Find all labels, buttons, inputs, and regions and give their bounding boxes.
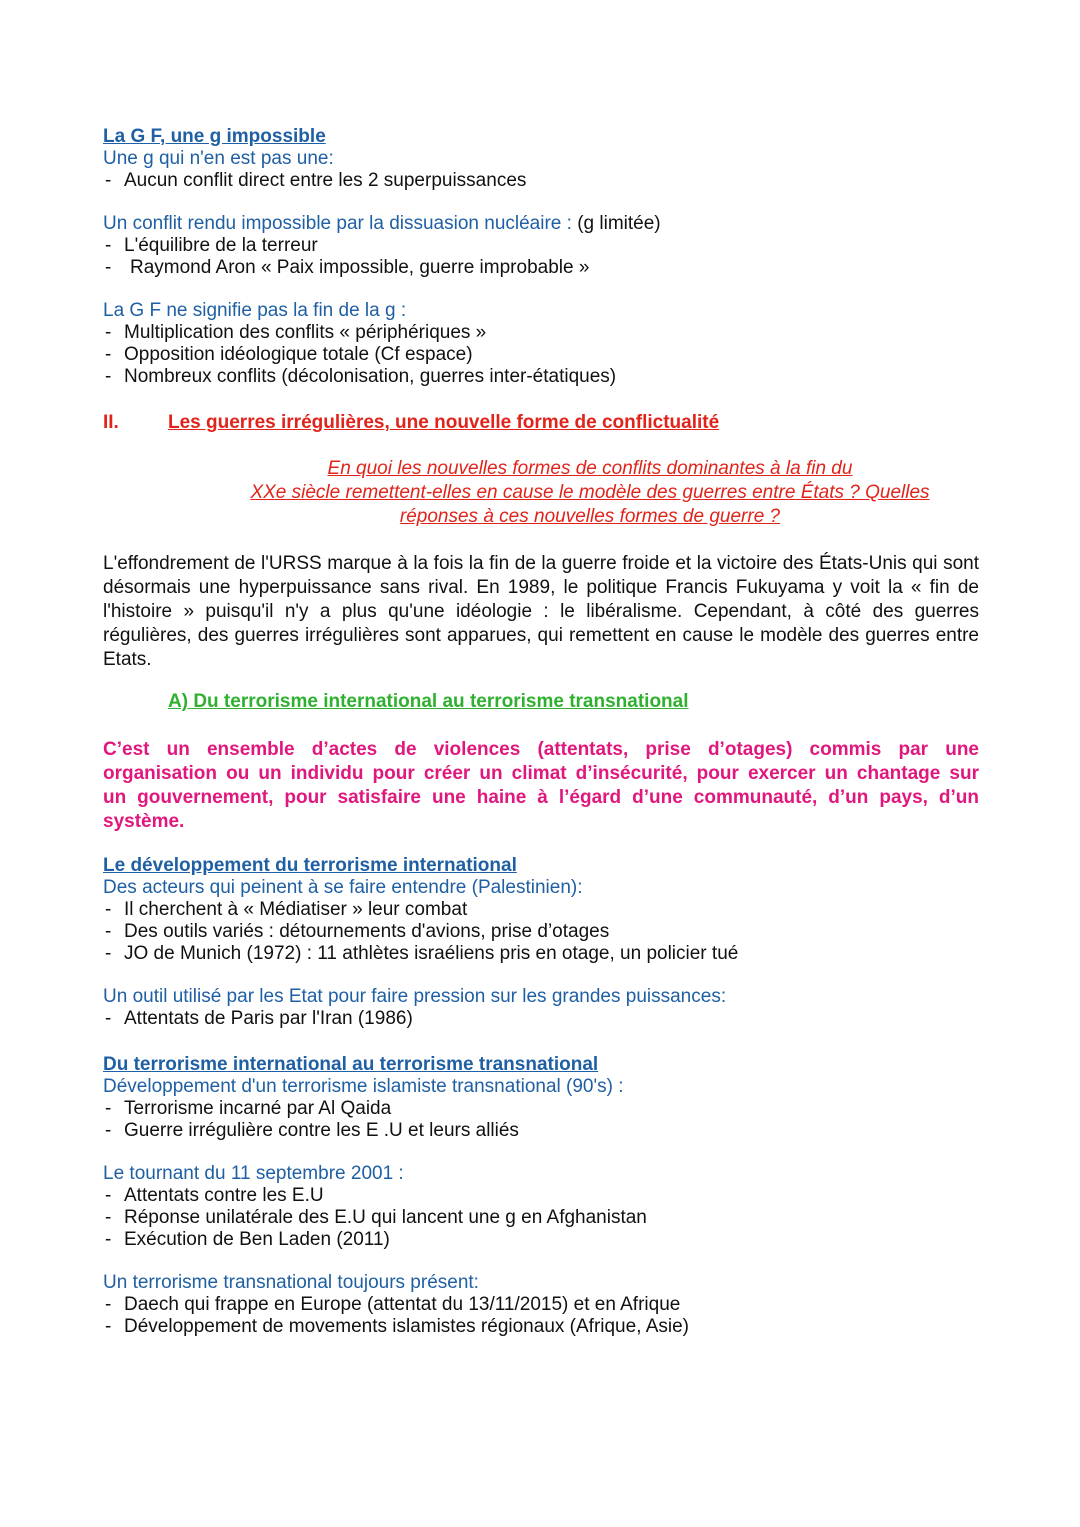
list-item: - Attentats de Paris par l'Iran (1986) bbox=[103, 1008, 979, 1030]
intro-paragraph: L'effondrement de l'URSS marque à la fois la fin de la guerre froide et la victoire des États-Unis qui sont désormais une hyperpuissance sans rival. En 1989, le politique Francis Fukuyama y voit la « fin de l'histoire » puisqu'il n'y a plus qu'une idéologie : le libéralisme. Cependant, à côté des guerres régulières, des guerres irrégulières sont apparues, qui remettent en cause le modèle des guerres entre Etats. bbox=[103, 553, 979, 670]
list-item: - Exécution de Ben Laden (2011) bbox=[103, 1229, 979, 1251]
section-fin-de-la-guerre bbox=[103, 300, 979, 388]
subheading: Développement d'un terrorisme islamiste transnational (90's) : bbox=[103, 1076, 624, 1097]
subheading: Des acteurs qui peinent à se faire entendre (Palestinien): bbox=[103, 877, 583, 898]
subheading-text: Un conflit rendu impossible par la dissuasion nucléaire : bbox=[103, 213, 572, 234]
section-outil-etat bbox=[103, 986, 979, 1030]
list-item: - Il cherchent à « Médiatiser » leur combat bbox=[103, 899, 979, 921]
list-item: - Aucun conflit direct entre les 2 superpuissances bbox=[103, 170, 979, 192]
subheading-note: (g limitée) bbox=[571, 213, 661, 234]
section-heading: Le développement du terrorisme international bbox=[103, 855, 517, 876]
subheading: Le tournant du 11 septembre 2001 : bbox=[103, 1163, 404, 1184]
list-item: - Nombreux conflits (décolonisation, guerres inter-étatiques) bbox=[103, 366, 979, 388]
section-terrorisme-international bbox=[103, 855, 979, 965]
list-item: - Daech qui frappe en Europe (attentat du 13/11/2015) et en Afrique bbox=[103, 1294, 979, 1316]
subheading: La G F ne signifie pas la fin de la g : bbox=[103, 300, 407, 321]
section-heading: La G F, une g impossible bbox=[103, 126, 326, 147]
list-item: - Guerre irrégulière contre les E .U et leurs alliés bbox=[103, 1120, 979, 1142]
subsection-title: A) Du terrorisme international au terrorisme transnational bbox=[168, 691, 689, 712]
list-item: - Terrorisme incarné par Al Qaida bbox=[103, 1098, 979, 1120]
question-line: En quoi les nouvelles formes de conflits dominantes à la fin du bbox=[327, 458, 853, 479]
section-title: Les guerres irrégulières, une nouvelle forme de conflictualité bbox=[168, 412, 720, 433]
question-line: réponses à ces nouvelles formes de guerre ? bbox=[399, 506, 781, 527]
list-item: - JO de Munich (1972) : 11 athlètes israéliens pris en otage, un policier tué bbox=[103, 943, 979, 965]
list-item: - Réponse unilatérale des E.U qui lancent une g en Afghanistan bbox=[103, 1207, 979, 1229]
subheading: Une g qui n'en est pas une: bbox=[103, 148, 334, 169]
section-heading: Du terrorisme international au terrorisme transnational bbox=[103, 1054, 599, 1075]
section-terrorisme-present bbox=[103, 1272, 979, 1338]
section-dissuasion bbox=[103, 213, 979, 279]
subheading bbox=[103, 213, 979, 235]
subheading: Un outil utilisé par les Etat pour faire pression sur les grandes puissances: bbox=[103, 986, 727, 1007]
section-number: II. bbox=[103, 412, 119, 433]
subheading: Un terrorisme transnational toujours présent: bbox=[103, 1272, 479, 1293]
list-item: - L'équilibre de la terreur bbox=[103, 235, 979, 257]
definition-paragraph: C’est un ensemble d’actes de violences (attentats, prise d’otages) commis par une organisation ou un individu pour créer un climat d’insécurité, pour exercer un chantage sur un gouvernement, pour satisfaire une haine à l’égard d’une communauté, d’un pays, d’un système. bbox=[103, 739, 979, 832]
question-line: XXe siècle remettent-elles en cause le modèle des guerres entre États ? Quelles bbox=[250, 482, 930, 503]
list-item: - Développement de movements islamistes régionaux (Afrique, Asie) bbox=[103, 1316, 979, 1338]
list-item: - Opposition idéologique totale (Cf espace) bbox=[103, 344, 979, 366]
section-terrorisme-transnational bbox=[103, 1054, 979, 1142]
list-item: - Multiplication des conflits « périphériques » bbox=[103, 322, 979, 344]
list-item: - Attentats contre les E.U bbox=[103, 1185, 979, 1207]
problematique bbox=[150, 457, 1030, 529]
section-11-septembre bbox=[103, 1163, 979, 1251]
list-item: - Des outils variés : détournements d'avions, prise d’otages bbox=[103, 921, 979, 943]
list-item: - Raymond Aron « Paix impossible, guerre improbable » bbox=[103, 257, 979, 279]
section-guerre-froide-impossible bbox=[103, 126, 979, 192]
